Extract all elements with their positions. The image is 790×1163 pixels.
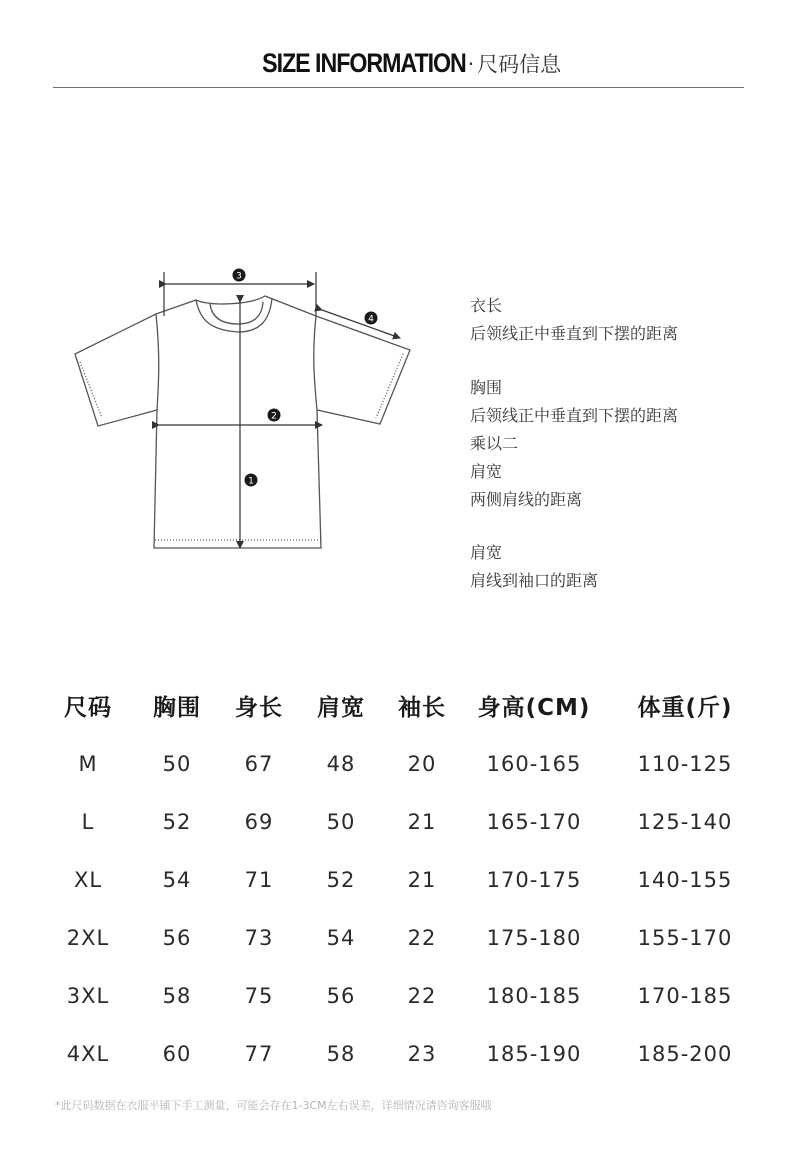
- table-cell: 22: [407, 984, 437, 1008]
- table-cell: 3XL: [66, 984, 110, 1008]
- table-row: [48, 793, 754, 851]
- table-cell: 4XL: [66, 1042, 110, 1066]
- table-cell: 69: [244, 810, 274, 834]
- table-cell: 180-185: [486, 984, 582, 1008]
- table-row: [48, 909, 754, 967]
- table-cell: 185-190: [486, 1042, 582, 1066]
- table-cell: XL: [73, 868, 103, 892]
- table-cell: 52: [162, 810, 192, 834]
- desc-label: 肩宽: [470, 543, 503, 562]
- table-cell: M: [78, 752, 98, 776]
- sleeve-length-arrow: [322, 310, 400, 338]
- table-cell: 50: [326, 810, 356, 834]
- desc-label: 肩宽: [470, 462, 503, 481]
- table-cell: 140-155: [637, 868, 733, 892]
- table-cell: L: [81, 810, 95, 834]
- table-cell: 175-180: [486, 926, 582, 950]
- tshirt-measurement-diagram: [60, 258, 420, 558]
- table-cell: 160-165: [486, 752, 582, 776]
- table-cell: 58: [162, 984, 192, 1008]
- table-cell: 56: [326, 984, 356, 1008]
- title-separator: ·: [467, 51, 475, 76]
- table-cell: 21: [407, 810, 437, 834]
- table-cell: 60: [162, 1042, 192, 1066]
- table-cell: 185-200: [637, 1042, 733, 1066]
- table-cell: 22: [407, 926, 437, 950]
- header-cell: 身长: [235, 694, 283, 721]
- header-cell: 胸围: [153, 694, 201, 721]
- desc-body-length: [470, 292, 770, 348]
- table-cell: 67: [244, 752, 274, 776]
- marker-label-2: 2: [271, 411, 277, 422]
- table-row: [48, 735, 754, 793]
- table-cell: 75: [244, 984, 274, 1008]
- table-cell: 125-140: [637, 810, 733, 834]
- title-english: SIZE INFORMATION: [262, 48, 466, 78]
- table-cell: 52: [326, 868, 356, 892]
- table-header-row: [48, 675, 754, 735]
- measurement-descriptions: [470, 292, 770, 595]
- header-cell: 袖长: [398, 694, 446, 721]
- marker-label-3: 3: [236, 271, 242, 282]
- header-divider: [53, 87, 744, 88]
- table-cell: 73: [244, 926, 274, 950]
- page-header: [0, 48, 790, 79]
- table-row: [48, 967, 754, 1025]
- marker-4: [365, 312, 378, 325]
- table-cell: 54: [326, 926, 356, 950]
- table-cell: 50: [162, 752, 192, 776]
- desc-text: 两侧肩线的距离: [470, 490, 583, 509]
- marker-1: [245, 474, 258, 487]
- desc-text: 后领线正中垂直到下摆的距离: [470, 324, 679, 343]
- table-cell: 2XL: [66, 926, 110, 950]
- table-cell: 23: [407, 1042, 437, 1066]
- table-cell: 110-125: [637, 752, 733, 776]
- desc-shoulder: [470, 458, 770, 514]
- table-cell: 58: [326, 1042, 356, 1066]
- tshirt-outline: [75, 296, 410, 548]
- table-row: [48, 1025, 754, 1083]
- desc-label: 胸围: [470, 378, 503, 397]
- header-cell: 尺码: [64, 694, 112, 721]
- table-row: [48, 851, 754, 909]
- table-cell: 54: [162, 868, 192, 892]
- title-chinese: 尺码信息: [477, 52, 562, 77]
- table-cell: 77: [244, 1042, 274, 1066]
- size-table: [48, 675, 754, 1083]
- header-cell: 肩宽: [317, 694, 365, 721]
- desc-chest: [470, 374, 770, 458]
- desc-text: 乘以二: [470, 434, 519, 453]
- table-cell: 155-170: [637, 926, 733, 950]
- marker-label-1: 1: [248, 476, 254, 487]
- table-cell: 170-185: [637, 984, 733, 1008]
- table-cell: 165-170: [486, 810, 582, 834]
- table-cell: 56: [162, 926, 192, 950]
- desc-label: 衣长: [470, 296, 503, 315]
- header-cell: 体重(斤): [637, 694, 733, 721]
- table-cell: 170-175: [486, 868, 582, 892]
- desc-text: 肩线到袖口的距离: [470, 571, 599, 590]
- measurement-footnote: *此尺码数据在衣服平铺下手工测量，可能会存在1-3CM左右误差，详细情况请咨询客服哦: [55, 1099, 492, 1112]
- marker-3: [233, 269, 246, 282]
- desc-text: 后领线正中垂直到下摆的距离: [470, 406, 679, 425]
- header-cell: 身高(CM): [477, 694, 591, 721]
- marker-label-4: 4: [368, 314, 374, 325]
- marker-2: [268, 409, 281, 422]
- table-cell: 71: [244, 868, 274, 892]
- table-cell: 21: [407, 868, 437, 892]
- table-cell: 48: [326, 752, 356, 776]
- desc-sleeve: [470, 539, 770, 595]
- table-cell: 20: [407, 752, 437, 776]
